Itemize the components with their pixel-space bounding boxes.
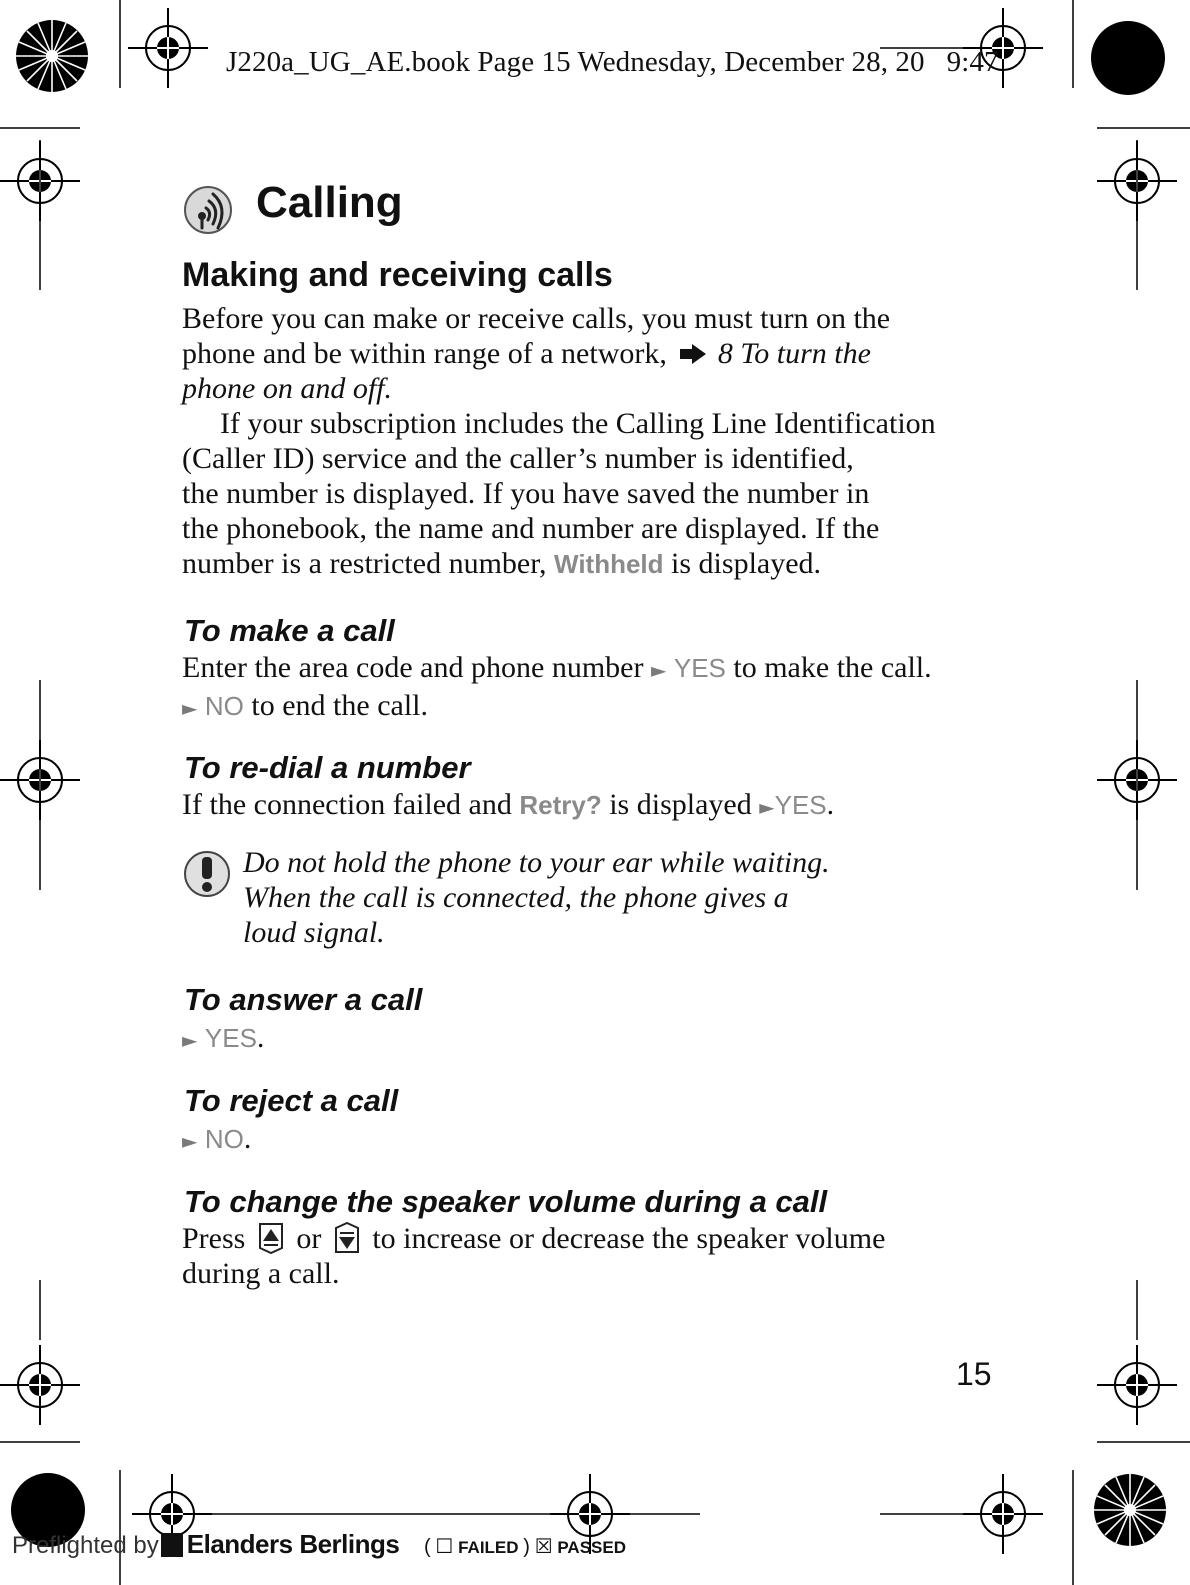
redial-body <box>182 787 1012 825</box>
answer-end: . <box>256 1021 265 1054</box>
select-arrow-icon: ► <box>182 1028 198 1052</box>
retry-label: Retry? <box>519 790 602 820</box>
passed-label: PASSED <box>557 1538 627 1557</box>
select-arrow-icon: ► <box>650 658 667 682</box>
no-softkey-label: NO <box>204 691 244 721</box>
page-number: 15 <box>956 1356 992 1392</box>
answer-line <box>182 1020 1012 1058</box>
para2-line-3: the number is displayed. If you have saved the number in <box>182 477 870 510</box>
note-line-3: loud signal. <box>243 916 385 949</box>
intro-ref-title-a: To turn the <box>740 337 871 370</box>
passed-checkbox: ☒ <box>534 1536 553 1558</box>
yes-softkey-label: YES <box>774 790 827 820</box>
redial-line <box>182 787 1012 825</box>
answer-heading: To answer a call <box>184 982 423 1017</box>
volume-press: Press <box>182 1222 246 1255</box>
reject-body <box>182 1121 1012 1159</box>
reject-end: . <box>243 1122 252 1155</box>
make-call-line-1 <box>182 650 1012 688</box>
make-call-line-2 <box>182 688 1012 726</box>
para2-line-5a: number is a restricted number, <box>182 547 547 580</box>
withheld-label: Withheld <box>554 549 664 579</box>
intro-line-1: Before you can make or receive calls, you must turn on the <box>182 302 891 335</box>
header-time: 9:47 <box>946 46 999 78</box>
header-text: J220a_UG_AE.book Page 15 Wednesday, December 28, 20 <box>226 46 925 78</box>
note-text <box>243 845 830 950</box>
note-line-1: Do not hold the phone to your ear while waiting. <box>243 846 830 879</box>
volume-line-1 <box>182 1221 1012 1256</box>
elanders-logo-icon <box>161 1533 183 1557</box>
select-arrow-icon: ► <box>182 1129 198 1153</box>
calling-icon <box>182 184 234 236</box>
volume-body <box>182 1221 1012 1291</box>
reject-line <box>182 1121 1012 1159</box>
intro-line-2 <box>182 336 1012 371</box>
section-heading: Making and receiving calls <box>182 256 613 294</box>
yes-softkey-label: YES <box>204 1023 257 1053</box>
status-area <box>424 1538 626 1557</box>
redial-heading: To re-dial a number <box>184 750 471 785</box>
para2-line-2: (Caller ID) service and the caller’s number is identified, <box>182 442 854 475</box>
para2-line-4: the phonebook, the name and number are displayed. If the <box>182 512 880 545</box>
redial-text-a: If the connection failed and <box>182 788 512 821</box>
volume-rest: to increase or decrease the speaker volume <box>372 1222 886 1255</box>
volume-down-key-icon <box>332 1222 362 1254</box>
no-softkey-label: NO <box>204 1124 244 1154</box>
para2-line-1: If your subscription includes the Calling Line Identification <box>220 407 936 440</box>
book-header <box>226 46 999 79</box>
answer-body <box>182 1020 1012 1058</box>
intro-line-2-text: phone and be within range of a network, <box>182 337 667 370</box>
make-call-heading: To make a call <box>184 613 395 648</box>
select-arrow-icon: ► <box>182 696 198 720</box>
make-call-body <box>182 650 1012 726</box>
make-call-text-b: to make the call. <box>733 651 932 684</box>
chapter-title: Calling <box>256 178 403 227</box>
intro-ref-page: 8 <box>717 337 733 370</box>
volume-up-key-icon <box>256 1222 286 1254</box>
arrow-right-icon <box>678 343 708 365</box>
make-call-text-c: to end the call. <box>251 689 428 722</box>
failed-label: FAILED <box>458 1538 519 1557</box>
preflight-stamp <box>12 1529 626 1560</box>
failed-checkbox: ☐ <box>435 1536 454 1558</box>
reject-heading: To reject a call <box>184 1083 399 1118</box>
paren-close: ) <box>523 1536 530 1558</box>
volume-line-2: during a call. <box>182 1257 340 1290</box>
volume-heading: To change the speaker volume during a call <box>184 1184 828 1219</box>
preflighted-by: Preflighted by <box>12 1532 159 1559</box>
volume-or: or <box>296 1222 322 1255</box>
select-arrow-icon: ► <box>759 795 775 819</box>
para2-line-5b: is displayed. <box>671 547 822 580</box>
redial-end: . <box>826 788 835 821</box>
paren-open: ( <box>424 1536 431 1558</box>
intro-paragraph <box>182 301 1012 582</box>
make-call-text-a: Enter the area code and phone number <box>182 651 644 684</box>
warning-icon <box>182 849 232 899</box>
brand-name: Elanders Berlings <box>186 1529 400 1559</box>
intro-ref-title-b: phone on and off. <box>182 372 392 405</box>
redial-text-b: is displayed <box>609 788 752 821</box>
yes-softkey-label: YES <box>673 653 726 683</box>
note-line-2: When the call is connected, the phone gives a <box>243 881 789 914</box>
para2-line-5 <box>182 546 1012 582</box>
